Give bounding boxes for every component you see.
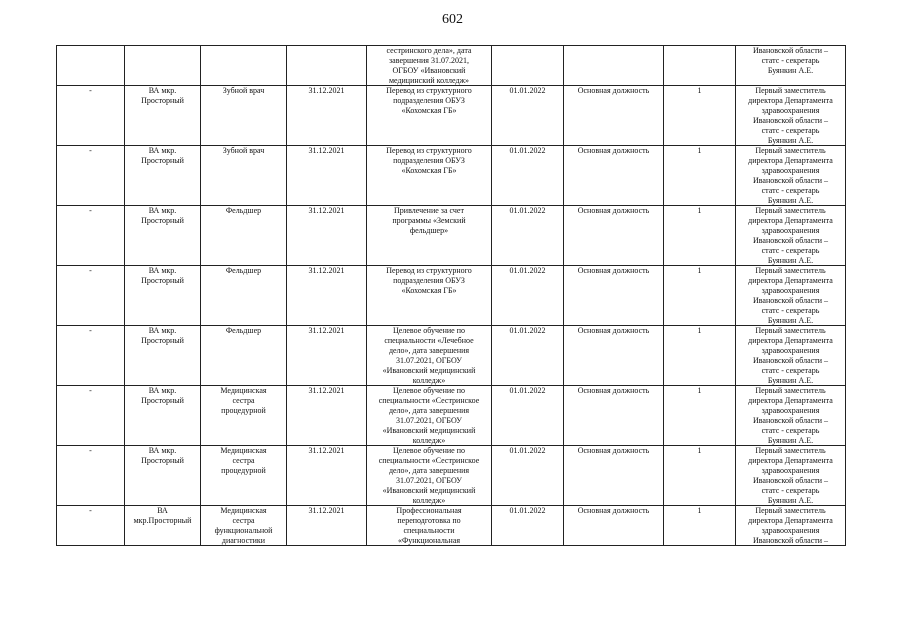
cell-start-date	[492, 326, 564, 386]
cell-text-line: ВА мкр.	[148, 446, 177, 455]
cell-number	[57, 46, 125, 86]
cell-employment-type	[564, 146, 664, 206]
cell-text-line: здравоохранения	[761, 526, 820, 535]
cell-text-line: директора Департамента	[748, 156, 833, 165]
cell-text-line: здравоохранения	[761, 406, 820, 415]
page-number: 602	[442, 12, 463, 27]
cell-text-line: Фельдшер	[225, 326, 262, 335]
cell-employment-type	[564, 326, 664, 386]
cell-text-line: директора Департамента	[748, 216, 833, 225]
cell-date	[287, 506, 367, 546]
cell-number	[57, 146, 125, 206]
cell-text-line: 31.12.2021	[308, 86, 345, 95]
cell-text-line: Основная должность	[577, 386, 650, 395]
cell-text-line: сестра	[232, 516, 255, 525]
cell-text-line: программы «Земский	[392, 216, 466, 225]
cell-text-line: «Ивановский медицинский	[382, 366, 476, 375]
cell-text-line: Первый заместитель	[755, 86, 826, 95]
cell-text-line: Медицинская	[220, 446, 267, 455]
cell-text-line: Перевод из структурного	[386, 266, 472, 275]
cell-unit	[125, 386, 201, 446]
cell-unit	[125, 326, 201, 386]
table-row	[57, 446, 846, 506]
cell-text-line: 31.07.2021, ОГБОУ	[396, 476, 462, 485]
cell-number	[57, 86, 125, 146]
cell-text-line: 31.12.2021	[308, 326, 345, 335]
cell-text-line: 1	[697, 386, 702, 395]
cell-count	[664, 86, 736, 146]
cell-text-line: -	[89, 146, 92, 155]
cell-source	[367, 86, 492, 146]
cell-date	[287, 266, 367, 326]
cell-text-line: переподготовка по	[397, 516, 461, 525]
cell-text-line: статс - секретарь	[761, 186, 820, 195]
cell-text-line: ВА мкр.	[148, 266, 177, 275]
cell-text-line: Первый заместитель	[755, 386, 826, 395]
cell-text-line: ВА мкр.	[148, 206, 177, 215]
cell-position	[201, 146, 287, 206]
cell-text-line: Буянкин А.Е.	[767, 376, 814, 385]
cell-text-line: директора Департамента	[748, 276, 833, 285]
cell-text-line: статс - секретарь	[761, 486, 820, 495]
cell-unit	[125, 506, 201, 546]
cell-text-line: Просторный	[141, 96, 184, 105]
cell-text-line: Перевод из структурного	[386, 86, 472, 95]
cell-count	[664, 46, 736, 86]
cell-text-line: Основная должность	[577, 326, 650, 335]
cell-text-line: специальности	[403, 526, 455, 535]
cell-number	[57, 266, 125, 326]
cell-text-line: ОГБОУ «Ивановский	[392, 66, 466, 75]
cell-unit	[125, 206, 201, 266]
cell-number	[57, 206, 125, 266]
cell-text-line: 31.12.2021	[308, 506, 345, 515]
cell-employment-type	[564, 386, 664, 446]
cell-text-line: ВА	[157, 506, 168, 515]
cell-text-line: Медицинская	[220, 386, 267, 395]
cell-text-line: 1	[697, 506, 702, 515]
cell-text-line: 01.01.2022	[509, 86, 546, 95]
cell-text-line: 1	[697, 206, 702, 215]
cell-text-line: 31.12.2021	[308, 386, 345, 395]
cell-source	[367, 146, 492, 206]
cell-start-date	[492, 86, 564, 146]
table-row	[57, 326, 846, 386]
cell-text-line: Основная должность	[577, 446, 650, 455]
cell-text-line: здравоохранения	[761, 226, 820, 235]
cell-text-line: завершения 31.07.2021,	[389, 56, 469, 65]
cell-text-line: подразделения ОБУЗ	[393, 276, 465, 285]
cell-text-line: здравоохранения	[761, 346, 820, 355]
cell-responsible	[736, 46, 846, 86]
cell-text-line: здравоохранения	[761, 106, 820, 115]
cell-text-line: функциональной	[214, 526, 273, 535]
cell-text-line: «Кохомская ГБ»	[401, 166, 457, 175]
cell-text-line: Ивановской области –	[752, 356, 829, 365]
cell-unit	[125, 446, 201, 506]
cell-text-line: Основная должность	[577, 266, 650, 275]
cell-text-line: 1	[697, 146, 702, 155]
cell-responsible	[736, 446, 846, 506]
table-row	[57, 266, 846, 326]
cell-text-line: специальности «Сестринское	[378, 396, 480, 405]
cell-text-line: 01.01.2022	[509, 326, 546, 335]
cell-count	[664, 446, 736, 506]
cell-position	[201, 386, 287, 446]
cell-text-line: здравоохранения	[761, 286, 820, 295]
cell-text-line: -	[89, 86, 92, 95]
cell-text-line: дело», дата завершения	[388, 406, 470, 415]
cell-text-line: «Ивановский медицинский	[382, 426, 476, 435]
cell-text-line: Первый заместитель	[755, 206, 826, 215]
cell-text-line: 1	[697, 446, 702, 455]
cell-source	[367, 206, 492, 266]
cell-text-line: директора Департамента	[748, 336, 833, 345]
cell-text-line: статс - секретарь	[761, 246, 820, 255]
cell-text-line: Просторный	[141, 336, 184, 345]
cell-text-line: Фельдшер	[225, 266, 262, 275]
cell-text-line: Просторный	[141, 216, 184, 225]
table-row	[57, 46, 846, 86]
table-row	[57, 206, 846, 266]
cell-text-line: Буянкин А.Е.	[767, 136, 814, 145]
cell-text-line: Ивановской области –	[752, 296, 829, 305]
cell-text-line: сестра	[232, 396, 255, 405]
cell-text-line: Буянкин А.Е.	[767, 436, 814, 445]
cell-text-line: Ивановской области –	[752, 176, 829, 185]
cell-employment-type	[564, 206, 664, 266]
cell-start-date	[492, 146, 564, 206]
cell-text-line: подразделения ОБУЗ	[393, 156, 465, 165]
cell-text-line: колледж»	[412, 376, 446, 385]
cell-text-line: Буянкин А.Е.	[767, 256, 814, 265]
document-table	[56, 45, 846, 546]
cell-text-line: диагностики	[221, 536, 266, 545]
cell-date	[287, 86, 367, 146]
cell-count	[664, 506, 736, 546]
cell-text-line: сестринского дела», дата	[386, 46, 472, 55]
cell-text-line: -	[89, 506, 92, 515]
table-row	[57, 506, 846, 546]
cell-text-line: статс - секретарь	[761, 366, 820, 375]
cell-text-line: процедурной	[221, 466, 266, 475]
cell-text-line: Первый заместитель	[755, 146, 826, 155]
cell-text-line: Основная должность	[577, 506, 650, 515]
cell-text-line: -	[89, 386, 92, 395]
cell-employment-type	[564, 446, 664, 506]
cell-text-line: директора Департамента	[748, 516, 833, 525]
cell-text-line: статс - секретарь	[761, 306, 820, 315]
cell-responsible	[736, 266, 846, 326]
cell-date	[287, 386, 367, 446]
cell-text-line: Целевое обучение по	[393, 446, 465, 455]
cell-text-line: директора Департамента	[748, 456, 833, 465]
cell-responsible	[736, 326, 846, 386]
cell-text-line: специальности «Лечебное	[384, 336, 474, 345]
cell-text-line: 31.07.2021, ОГБОУ	[396, 356, 462, 365]
cell-text-line: Основная должность	[577, 146, 650, 155]
cell-count	[664, 326, 736, 386]
cell-text-line: Просторный	[141, 396, 184, 405]
cell-start-date	[492, 386, 564, 446]
cell-position	[201, 86, 287, 146]
cell-text-line: подразделения ОБУЗ	[393, 96, 465, 105]
cell-text-line: -	[89, 446, 92, 455]
cell-position	[201, 206, 287, 266]
cell-text-line: Просторный	[141, 276, 184, 285]
cell-text-line: Целевое обучение по	[393, 386, 465, 395]
cell-source	[367, 386, 492, 446]
cell-text-line: 1	[697, 326, 702, 335]
cell-text-line: дело», дата завершения	[388, 466, 470, 475]
cell-text-line: «Функциональная	[397, 536, 461, 545]
cell-source	[367, 266, 492, 326]
cell-text-line: Буянкин А.Е.	[767, 196, 814, 205]
cell-employment-type	[564, 46, 664, 86]
cell-text-line: ВА мкр.	[148, 386, 177, 395]
cell-text-line: колледж»	[412, 436, 446, 445]
cell-text-line: мкр.Просторный	[133, 516, 192, 525]
cell-text-line: статс - секретарь	[761, 56, 820, 65]
cell-text-line: Ивановской области –	[752, 536, 829, 545]
cell-employment-type	[564, 266, 664, 326]
cell-text-line: Зубной врач	[222, 86, 265, 95]
cell-text-line: -	[89, 206, 92, 215]
cell-start-date	[492, 506, 564, 546]
cell-text-line: 31.12.2021	[308, 146, 345, 155]
cell-text-line: Ивановской области –	[752, 116, 829, 125]
cell-text-line: Первый заместитель	[755, 326, 826, 335]
cell-text-line: Буянкин А.Е.	[767, 66, 814, 75]
cell-number	[57, 446, 125, 506]
cell-count	[664, 146, 736, 206]
cell-date	[287, 446, 367, 506]
cell-text-line: ВА мкр.	[148, 86, 177, 95]
cell-responsible	[736, 386, 846, 446]
cell-position	[201, 446, 287, 506]
cell-start-date	[492, 46, 564, 86]
cell-source	[367, 326, 492, 386]
cell-text-line: Основная должность	[577, 206, 650, 215]
cell-text-line: здравоохранения	[761, 466, 820, 475]
cell-date	[287, 146, 367, 206]
cell-text-line: -	[89, 326, 92, 335]
cell-start-date	[492, 206, 564, 266]
cell-text-line: Основная должность	[577, 86, 650, 95]
cell-count	[664, 266, 736, 326]
cell-text-line: 31.12.2021	[308, 206, 345, 215]
cell-text-line: статс - секретарь	[761, 426, 820, 435]
cell-text-line: 1	[697, 86, 702, 95]
cell-employment-type	[564, 506, 664, 546]
cell-text-line: Просторный	[141, 456, 184, 465]
cell-position	[201, 46, 287, 86]
cell-text-line: Фельдшер	[225, 206, 262, 215]
cell-date	[287, 326, 367, 386]
cell-position	[201, 506, 287, 546]
cell-text-line: Ивановской области –	[752, 416, 829, 425]
cell-text-line: 01.01.2022	[509, 266, 546, 275]
cell-text-line: здравоохранения	[761, 166, 820, 175]
cell-text-line: Первый заместитель	[755, 506, 826, 515]
cell-text-line: Профессиональная	[396, 506, 462, 515]
cell-text-line: Просторный	[141, 156, 184, 165]
cell-responsible	[736, 86, 846, 146]
cell-text-line: «Кохомская ГБ»	[401, 106, 457, 115]
table-row	[57, 146, 846, 206]
cell-source	[367, 446, 492, 506]
cell-responsible	[736, 506, 846, 546]
cell-text-line: сестра	[232, 456, 255, 465]
cell-position	[201, 326, 287, 386]
cell-text-line: директора Департамента	[748, 396, 833, 405]
cell-text-line: Привлечение за счет	[394, 206, 464, 215]
cell-start-date	[492, 446, 564, 506]
cell-text-line: директора Департамента	[748, 96, 833, 105]
cell-number	[57, 326, 125, 386]
cell-text-line: Целевое обучение по	[393, 326, 465, 335]
cell-text-line: 31.07.2021, ОГБОУ	[396, 416, 462, 425]
cell-text-line: ВА мкр.	[148, 326, 177, 335]
table-row	[57, 386, 846, 446]
cell-text-line: Буянкин А.Е.	[767, 496, 814, 505]
cell-text-line: Первый заместитель	[755, 446, 826, 455]
cell-text-line: 01.01.2022	[509, 206, 546, 215]
cell-position	[201, 266, 287, 326]
cell-date	[287, 46, 367, 86]
cell-text-line: медицинский колледж»	[388, 76, 470, 85]
cell-responsible	[736, 146, 846, 206]
cell-unit	[125, 146, 201, 206]
cell-text-line: Ивановской области –	[752, 476, 829, 485]
cell-number	[57, 506, 125, 546]
table-body	[57, 46, 846, 546]
cell-text-line: процедурной	[221, 406, 266, 415]
cell-unit	[125, 86, 201, 146]
cell-responsible	[736, 206, 846, 266]
cell-text-line: Буянкин А.Е.	[767, 316, 814, 325]
cell-text-line: фельдшер»	[409, 226, 449, 235]
cell-text-line: 31.12.2021	[308, 266, 345, 275]
cell-text-line: 01.01.2022	[509, 506, 546, 515]
cell-date	[287, 206, 367, 266]
cell-text-line: 1	[697, 266, 702, 275]
table-row	[57, 86, 846, 146]
cell-text-line: 31.12.2021	[308, 446, 345, 455]
cell-text-line: Первый заместитель	[755, 266, 826, 275]
cell-text-line: специальности «Сестринское	[378, 456, 480, 465]
cell-employment-type	[564, 86, 664, 146]
cell-text-line: Ивановской области –	[752, 46, 829, 55]
cell-unit	[125, 46, 201, 86]
cell-text-line: 01.01.2022	[509, 146, 546, 155]
cell-text-line: -	[89, 266, 92, 275]
cell-number	[57, 386, 125, 446]
cell-count	[664, 386, 736, 446]
cell-start-date	[492, 266, 564, 326]
cell-text-line: дело», дата завершения	[388, 346, 470, 355]
cell-count	[664, 206, 736, 266]
cell-text-line: 01.01.2022	[509, 386, 546, 395]
cell-source	[367, 506, 492, 546]
cell-unit	[125, 266, 201, 326]
cell-text-line: «Кохомская ГБ»	[401, 286, 457, 295]
cell-text-line: колледж»	[412, 496, 446, 505]
cell-text-line: статс - секретарь	[761, 126, 820, 135]
cell-text-line: Перевод из структурного	[386, 146, 472, 155]
cell-text-line: 01.01.2022	[509, 446, 546, 455]
cell-text-line: Ивановской области –	[752, 236, 829, 245]
cell-text-line: Зубной врач	[222, 146, 265, 155]
cell-source	[367, 46, 492, 86]
cell-text-line: Медицинская	[220, 506, 267, 515]
cell-text-line: «Ивановский медицинский	[382, 486, 476, 495]
cell-text-line: ВА мкр.	[148, 146, 177, 155]
